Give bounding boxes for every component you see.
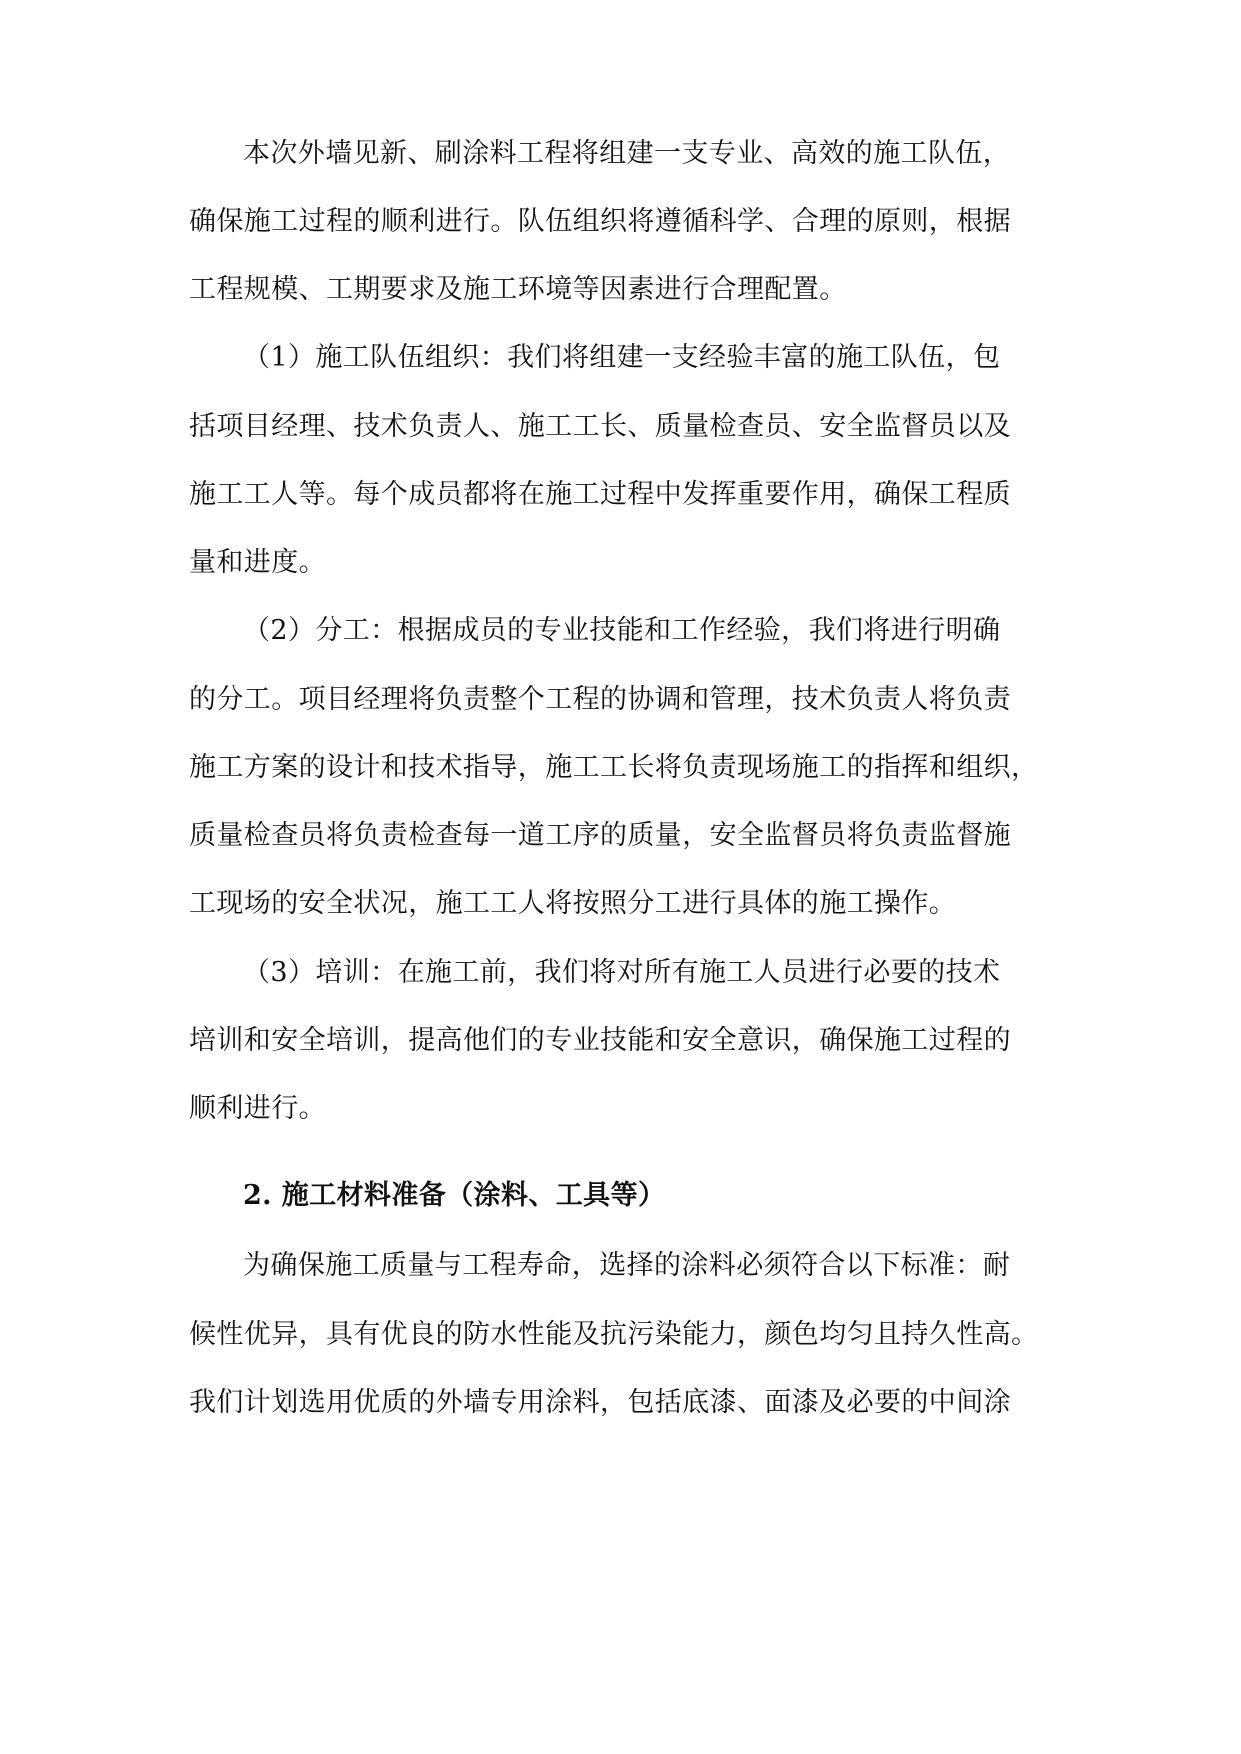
paragraph-1-line-2: 确保施工过程的顺利进行。队伍组织将遵循科学、合理的原则，根据 xyxy=(189,206,1011,237)
paragraph-2-line-1: （1）施工队伍组织：我们将组建一支经验丰富的施工队伍，包 xyxy=(243,342,1001,373)
paragraph-2-line-4: 量和进度。 xyxy=(189,547,326,578)
paragraph-3-line-5: 工现场的安全状况，施工工人将按照分工进行具体的施工操作。 xyxy=(189,888,957,919)
paragraph-4-line-2: 培训和安全培训，提高他们的专业技能和安全意识，确保施工过程的 xyxy=(189,1025,1011,1056)
paragraph-3-line-4: 质量检查员将负责检查每一道工序的质量，安全监督员将负责监督施 xyxy=(189,820,1011,851)
paragraph-1-line-1: 本次外墙见新、刷涂料工程将组建一支专业、高效的施工队伍， xyxy=(243,138,1011,169)
paragraph-2-line-3: 施工工人等。每个成员都将在施工过程中发挥重要作用，确保工程质 xyxy=(189,479,1011,510)
paragraph-4-line-1: （3）培训：在施工前，我们将对所有施工人员进行必要的技术 xyxy=(243,957,1001,988)
paragraph-2-line-2: 括项目经理、技术负责人、施工工长、质量检查员、安全监督员以及 xyxy=(189,411,1011,442)
paragraph-5-line-2: 候性优异，具有优良的防水性能及抗污染能力，颜色均匀且持久性高。 xyxy=(189,1319,1039,1350)
paragraph-1-line-3: 工程规模、工期要求及施工环境等因素进行合理配置。 xyxy=(189,274,847,305)
paragraph-3-line-2: 的分工。项目经理将负责整个工程的协调和管理，技术负责人将负责 xyxy=(189,684,1011,715)
paragraph-5-line-3: 我们计划选用优质的外墙专用涂料，包括底漆、面漆及必要的中间涂 xyxy=(189,1387,1011,1418)
paragraph-3-line-3: 施工方案的设计和技术指导，施工工长将负责现场施工的指挥和组织， xyxy=(189,752,1039,783)
paragraph-4-line-3: 顺利进行。 xyxy=(189,1093,326,1124)
paragraph-3-line-1: （2）分工：根据成员的专业技能和工作经验，我们将进行明确 xyxy=(243,615,1001,646)
paragraph-5-line-1: 为确保施工质量与工程寿命，选择的涂料必须符合以下标准：耐 xyxy=(243,1250,1011,1281)
section-heading: 2. 施工材料准备（涂料、工具等） xyxy=(243,1180,666,1211)
